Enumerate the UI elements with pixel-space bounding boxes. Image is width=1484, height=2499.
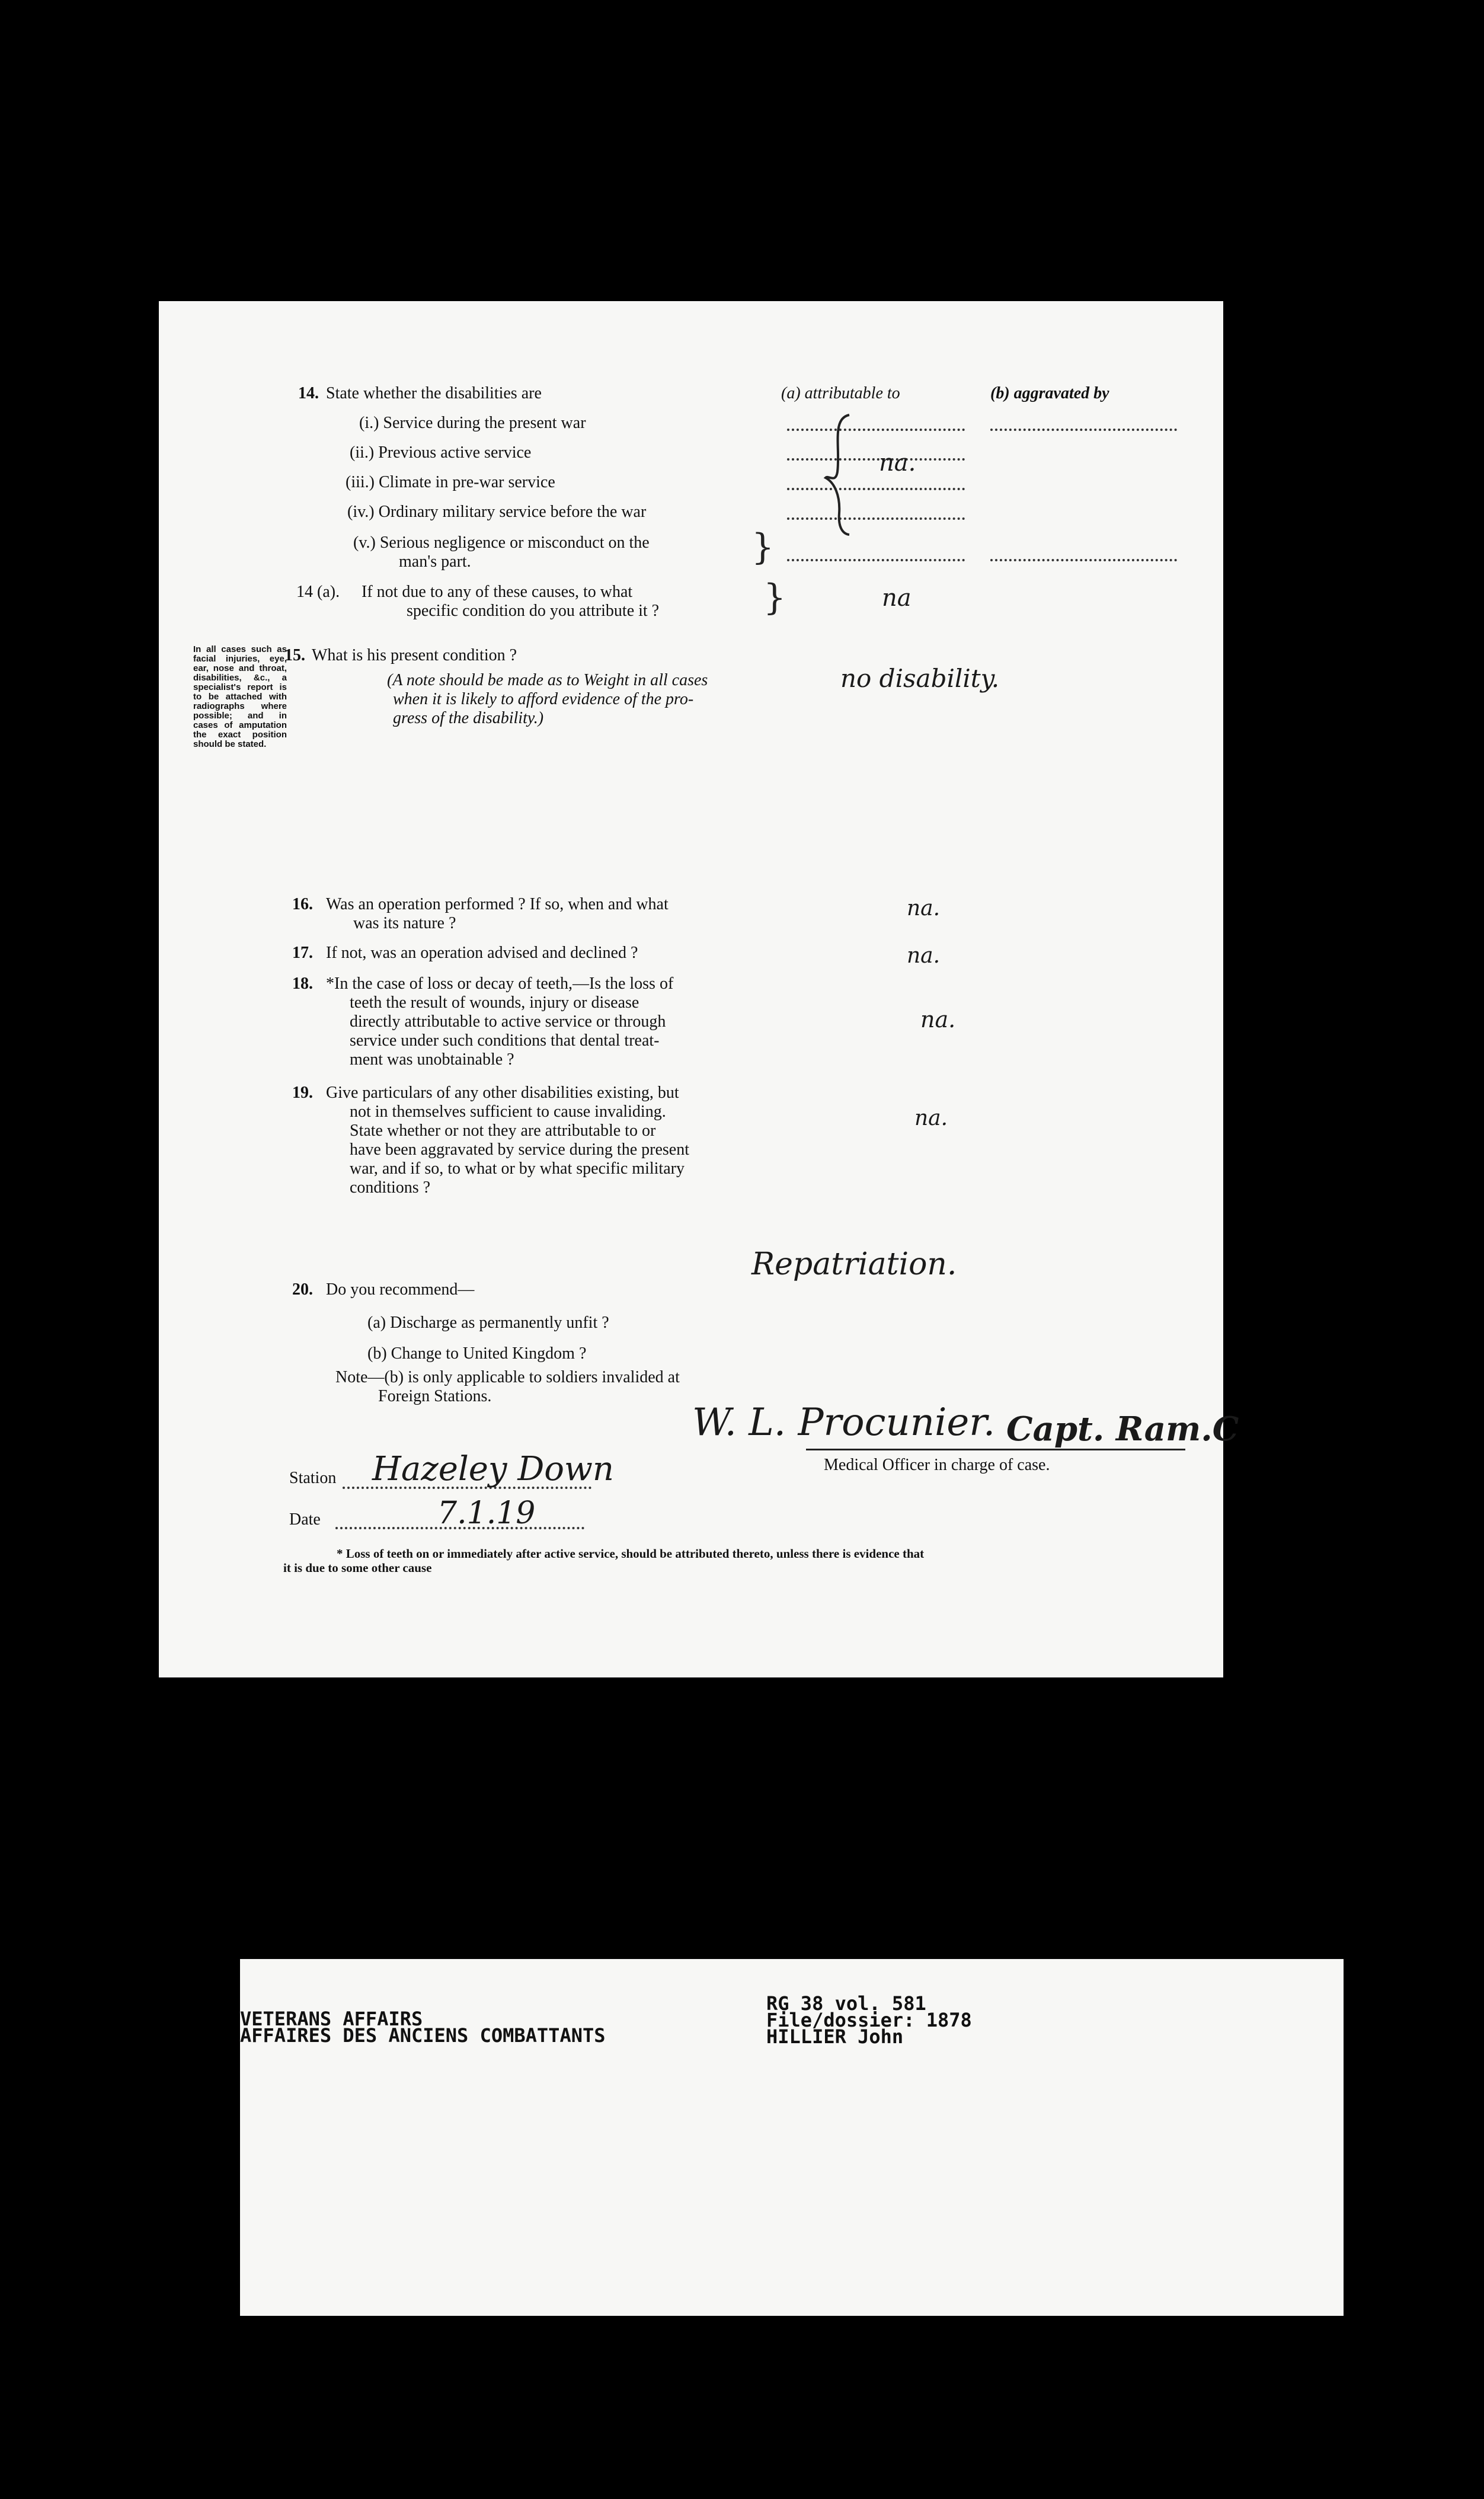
question-15-number: 15. bbox=[284, 646, 305, 664]
question-18-line-1: *In the case of loss or decay of teeth,—Is the loss of bbox=[326, 974, 674, 993]
card-reference: RG 38 vol. 581 bbox=[766, 1992, 926, 2015]
q15-answer: no disability. bbox=[840, 664, 1000, 693]
q20-answer: Repatriation. bbox=[751, 1247, 957, 1282]
question-16-text: Was an operation performed ? If so, when and what bbox=[326, 895, 669, 913]
dotted-line bbox=[990, 429, 1177, 431]
question-20-number: 20. bbox=[292, 1280, 313, 1299]
q18-answer: na. bbox=[920, 1006, 956, 1033]
dotted-line bbox=[787, 517, 965, 520]
question-14a-number: 14 (a). bbox=[296, 583, 340, 601]
question-14a-text: If not due to any of these causes, to what bbox=[362, 583, 633, 601]
q14-item-5-cont: man's part. bbox=[399, 552, 471, 571]
q14-item-5: (v.) Serious negligence or misconduct on the bbox=[353, 533, 650, 552]
question-19-line-1: Give particulars of any other disabilities existing, but bbox=[326, 1084, 679, 1102]
question-20-note-2: Foreign Stations. bbox=[378, 1387, 492, 1405]
question-20-option-a: (a) Discharge as permanently unfit ? bbox=[367, 1314, 609, 1332]
question-18-line-3: directly attributable to active service or through bbox=[350, 1012, 666, 1031]
question-18-line-5: ment was unobtainable ? bbox=[350, 1050, 514, 1069]
margin-instruction: In all cases such as facial injuries, eye, ear, nose and throat, disabilities, &c., a specialist's report is to be attached with radiographs where possible; and in cases of amputation the exact position should be stated. bbox=[193, 644, 287, 749]
q14-item-2: (ii.) Previous active service bbox=[350, 443, 532, 462]
dotted-line bbox=[990, 559, 1177, 561]
question-14-text: State whether the disabilities are bbox=[326, 384, 542, 402]
card-agency-fr: AFFAIRES DES ANCIENS COMBATTANTS bbox=[240, 2024, 606, 2047]
question-15-note-3: gress of the disability.) bbox=[393, 709, 544, 727]
question-19-line-4: have been aggravated by service during the present bbox=[350, 1140, 689, 1159]
question-14a-text-cont: specific condition do you attribute it ? bbox=[407, 602, 660, 620]
question-17-number: 17. bbox=[292, 944, 313, 962]
card-agency-en: VETERANS AFFAIRS bbox=[240, 2008, 423, 2030]
q14-item-3: (iii.) Climate in pre-war service bbox=[346, 473, 555, 491]
station-value: Hazeley Down bbox=[372, 1450, 614, 1488]
date-label: Date bbox=[289, 1510, 321, 1529]
column-header-attributable: (a) attributable to bbox=[781, 384, 900, 402]
form-page bbox=[159, 301, 1239, 1677]
question-19-number: 19. bbox=[292, 1084, 313, 1102]
dotted-line bbox=[787, 488, 965, 490]
dotted-line bbox=[787, 429, 965, 431]
question-18-line-2: teeth the result of wounds, injury or disease bbox=[350, 993, 639, 1012]
brace-icon: } bbox=[763, 577, 786, 618]
footnote-line-2: it is due to some other cause bbox=[283, 1561, 432, 1575]
archive-label-card bbox=[240, 1959, 1344, 2316]
dotted-line bbox=[787, 559, 965, 561]
question-20-option-b: (b) Change to United Kingdom ? bbox=[367, 1344, 587, 1363]
q16-answer: na. bbox=[907, 896, 941, 921]
dotted-line bbox=[787, 458, 965, 461]
question-19-line-5: war, and if so, to what or by what specific military bbox=[350, 1159, 685, 1178]
card-file-number: File/dossier: 1878 bbox=[766, 2009, 972, 2031]
question-15-text: What is his present condition ? bbox=[312, 646, 517, 664]
handwritten-brace bbox=[823, 413, 858, 537]
question-16-number: 16. bbox=[292, 895, 313, 913]
q14-item-4: (iv.) Ordinary military service before the war bbox=[347, 503, 647, 521]
q14a-answer: na bbox=[882, 584, 911, 612]
signature-line bbox=[806, 1449, 1185, 1450]
brace-icon: } bbox=[751, 526, 775, 568]
question-19-line-2: not in themselves sufficient to cause invaliding. bbox=[350, 1102, 666, 1121]
date-value: 7.1.19 bbox=[437, 1495, 536, 1531]
q19-answer: na. bbox=[914, 1106, 948, 1130]
question-15-note-2: when it is likely to afford evidence of the pro- bbox=[393, 690, 694, 708]
question-18-line-4: service under such conditions that dental treat- bbox=[350, 1031, 660, 1050]
column-header-aggravated: (b) aggravated by bbox=[990, 384, 1109, 402]
question-18-number: 18. bbox=[292, 974, 313, 993]
question-15-note-1: (A note should be made as to Weight in all cases bbox=[387, 671, 708, 689]
signature-name: W. L. Procunier. bbox=[692, 1401, 996, 1445]
signature-role: Medical Officer in charge of case. bbox=[824, 1456, 1050, 1474]
q14-item-1: (i.) Service during the present war bbox=[359, 414, 586, 432]
signature-rank: Capt. Ram.C bbox=[1006, 1410, 1239, 1449]
question-14-number: 14. bbox=[298, 384, 319, 402]
question-20-text: Do you recommend— bbox=[326, 1280, 475, 1299]
question-20-note-1: Note—(b) is only applicable to soldiers invalided at bbox=[335, 1368, 680, 1386]
q17-answer: na. bbox=[907, 944, 941, 968]
question-16-text-cont: was its nature ? bbox=[353, 914, 456, 932]
station-label: Station bbox=[289, 1469, 337, 1487]
question-17-text: If not, was an operation advised and declined ? bbox=[326, 944, 638, 962]
q14-answer: na. bbox=[879, 449, 916, 477]
footnote-line-1: * Loss of teeth on or immediately after active service, should be attributed thereto, unless there is evidence that bbox=[337, 1546, 925, 1561]
question-19-line-6: conditions ? bbox=[350, 1178, 431, 1197]
question-19-line-3: State whether or not they are attributable to or bbox=[350, 1121, 656, 1140]
card-person-name: HILLIER John bbox=[766, 2025, 904, 2048]
